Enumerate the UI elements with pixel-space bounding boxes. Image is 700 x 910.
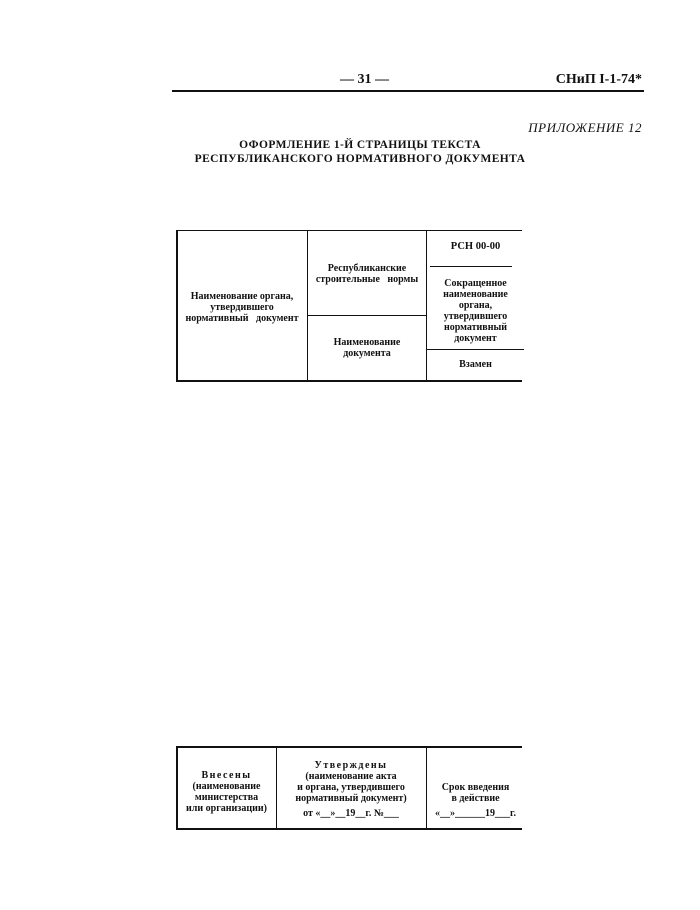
cell-text: утвердившего xyxy=(443,311,508,322)
cell-text: документа xyxy=(343,348,391,359)
cell-text: документ xyxy=(454,333,497,344)
cell-text: Республиканские xyxy=(327,263,407,274)
cell-text: строительные нормы xyxy=(315,274,419,285)
document-name-cell xyxy=(308,337,426,359)
cell-text: Наименование xyxy=(333,337,401,348)
cell-text: Сокращенное xyxy=(444,278,507,289)
republic-norms-cell xyxy=(308,263,426,285)
cell-text: Срок введения xyxy=(441,782,510,793)
approving-body-cell xyxy=(178,291,306,324)
cell-text: Наименование органа, xyxy=(190,291,294,302)
page-header xyxy=(172,72,642,92)
cell-text: органа, xyxy=(458,300,493,311)
document-code: СНиП I-1-74* xyxy=(555,72,642,87)
cell-text: (наименование акта xyxy=(305,771,397,782)
page-title xyxy=(150,138,570,166)
document-code-cell: РСН 00-00 xyxy=(450,241,501,252)
cell-text: в действие xyxy=(451,793,500,804)
title-line-1: ОФОРМЛЕНИЕ 1-Й СТРАНИЦЫ ТЕКСТА xyxy=(239,139,481,151)
short-name-cell xyxy=(427,278,524,344)
title-line-2: РЕСПУБЛИКАНСКОГО НОРМАТИВНОГО ДОКУМЕНТА xyxy=(194,153,526,165)
cell-text: и органа, утвердившего xyxy=(297,782,405,793)
approved-by-cell xyxy=(277,760,425,804)
cell-text: нормативный документ xyxy=(185,313,299,324)
cell-heading: Внесены xyxy=(201,770,252,781)
cell-heading: Утверждены xyxy=(314,760,388,771)
appendix-label: ПРИЛОЖЕНИЕ 12 xyxy=(528,120,642,135)
document-header-table xyxy=(176,230,522,382)
cell-text: или организации) xyxy=(186,803,267,814)
table-divider xyxy=(430,266,512,267)
table-divider xyxy=(307,315,426,316)
header-rule xyxy=(172,90,644,92)
effective-date-cell xyxy=(427,782,524,804)
cell-text: (наименование xyxy=(192,781,261,792)
approval-date-line: от «__»__19__г. №___ xyxy=(303,808,399,819)
effective-date-line: «__»______19___г. xyxy=(435,808,516,819)
submitted-by-cell xyxy=(178,770,275,814)
cell-text: нормативный xyxy=(443,322,508,333)
cell-text: утвердившего xyxy=(210,302,274,313)
approval-table xyxy=(176,746,522,830)
cell-text: нормативный документ) xyxy=(295,793,407,804)
page-number: — 31 — xyxy=(340,72,389,87)
table-divider xyxy=(426,349,524,350)
cell-text: наименование xyxy=(443,289,508,300)
replaces-cell: Взамен xyxy=(459,359,492,370)
cell-text: министерства xyxy=(194,792,259,803)
